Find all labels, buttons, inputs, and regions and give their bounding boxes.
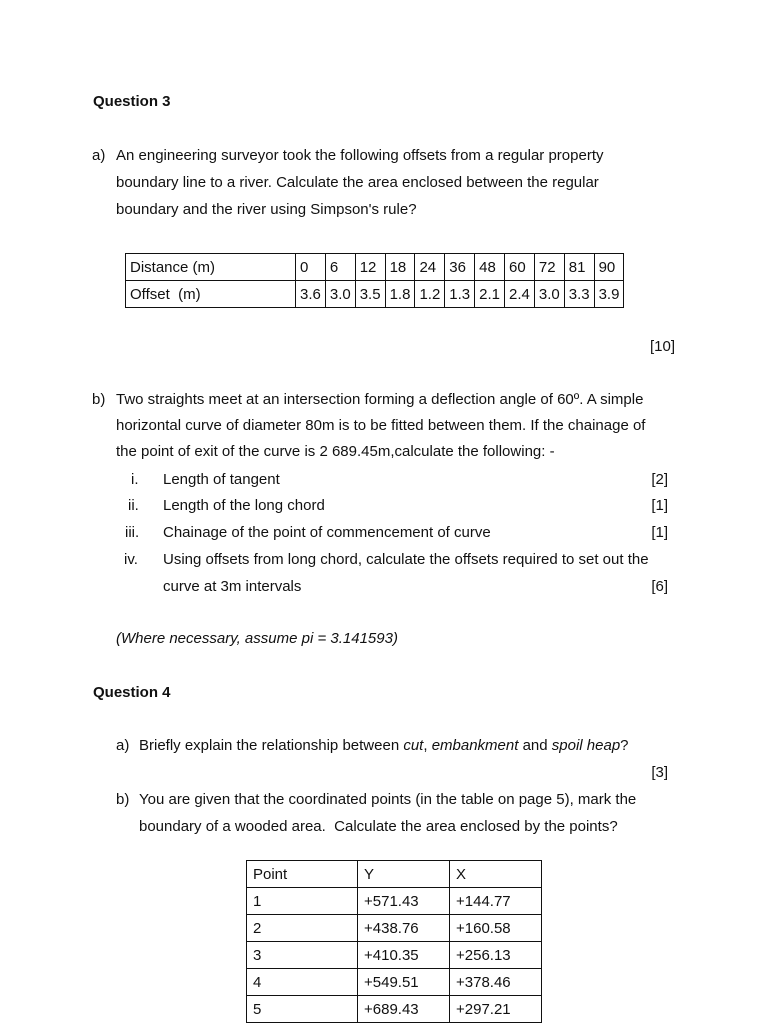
term-cut: cut — [403, 737, 424, 754]
distance-cell: 60 — [505, 254, 535, 281]
q4a-text-part: , — [423, 737, 432, 754]
point-cell: 1 — [247, 888, 358, 915]
x-cell: +378.46 — [450, 969, 542, 996]
offset-cell: 2.4 — [505, 281, 535, 308]
coordinates-table — [246, 860, 542, 1023]
distance-cell: 90 — [594, 254, 624, 281]
table-row — [247, 942, 542, 969]
term-spoil-heap: spoil heap — [551, 737, 621, 754]
distance-cell: 81 — [564, 254, 594, 281]
q4a-text — [139, 737, 629, 754]
header-x: X — [450, 861, 542, 888]
distance-cell: 6 — [325, 254, 355, 281]
offset-cell: 2.1 — [475, 281, 505, 308]
x-cell: +297.21 — [450, 996, 542, 1023]
question-3-title: Question 3 — [93, 93, 171, 110]
item-iii-number: iii. — [125, 524, 140, 541]
table-row — [247, 969, 542, 996]
item-iv-marks: [6] — [651, 578, 668, 595]
q3a-line-3: boundary and the river using Simpson's rule? — [116, 201, 417, 218]
item-ii-text: Length of the long chord — [163, 497, 325, 514]
q3a-marks: [10] — [649, 338, 675, 355]
distance-cell: 18 — [385, 254, 415, 281]
x-cell: +144.77 — [450, 888, 542, 915]
point-cell: 2 — [247, 915, 358, 942]
question-4-title: Question 4 — [93, 684, 171, 701]
q4b-label: b) — [116, 791, 130, 808]
y-cell: +438.76 — [358, 915, 450, 942]
distance-cell: 36 — [445, 254, 475, 281]
item-ii-number: ii. — [128, 497, 139, 514]
item-iii-marks: [1] — [651, 524, 668, 541]
distance-cell: 48 — [475, 254, 505, 281]
offset-cell: 1.8 — [385, 281, 415, 308]
q3b-line-3: the point of exit of the curve is 2 689.45m,calculate the following: - — [116, 443, 555, 460]
table-row — [247, 915, 542, 942]
distance-cell: 72 — [534, 254, 564, 281]
q3b-label: b) — [92, 391, 106, 408]
header-point: Point — [247, 861, 358, 888]
item-ii-marks: [1] — [651, 497, 668, 514]
q3b-line-2: horizontal curve of diameter 80m is to be fitted between them. If the chainage of — [116, 417, 646, 434]
offset-cell: 3.3 — [564, 281, 594, 308]
point-cell: 4 — [247, 969, 358, 996]
q3a-label: a) — [92, 147, 106, 164]
y-cell: +689.43 — [358, 996, 450, 1023]
pi-note: (Where necessary, assume pi = 3.141593) — [116, 630, 398, 647]
point-cell: 3 — [247, 942, 358, 969]
offset-cell: 3.0 — [325, 281, 355, 308]
q4a-marks: [3] — [651, 764, 668, 781]
item-i-text: Length of tangent — [163, 471, 280, 488]
offsets-table — [125, 253, 624, 308]
item-iv-text: Using offsets from long chord, calculate the offsets required to set out the — [163, 551, 649, 568]
table-row — [247, 996, 542, 1023]
term-embankment: embankment — [431, 737, 519, 754]
offset-cell: 3.5 — [355, 281, 385, 308]
offset-cell: 1.3 — [445, 281, 475, 308]
distance-label: Distance (m) — [126, 254, 296, 281]
header-y: Y — [358, 861, 450, 888]
q4a-label: a) — [116, 737, 130, 754]
y-cell: +549.51 — [358, 969, 450, 996]
q4b-line-2: boundary of a wooded area. Calculate the area enclosed by the points? — [139, 818, 618, 835]
q4b-line-1: You are given that the coordinated points (in the table on page 5), mark the — [139, 791, 637, 808]
distance-cell: 12 — [355, 254, 385, 281]
x-cell: +160.58 — [450, 915, 542, 942]
offset-cell: 3.9 — [594, 281, 624, 308]
table-header-row — [247, 861, 542, 888]
item-iv-number: iv. — [124, 551, 138, 568]
point-cell: 5 — [247, 996, 358, 1023]
y-cell: +571.43 — [358, 888, 450, 915]
offset-cell: 1.2 — [415, 281, 445, 308]
item-iii-text: Chainage of the point of commencement of curve — [163, 524, 491, 541]
offset-label: Offset (m) — [126, 281, 296, 308]
q3a-line-1: An engineering surveyor took the following offsets from a regular property — [116, 147, 604, 164]
item-i-number: i. — [131, 471, 139, 488]
item-iv-text-line-2: curve at 3m intervals — [163, 578, 302, 595]
item-i-marks: [2] — [651, 471, 668, 488]
offset-cell: 3.0 — [534, 281, 564, 308]
q3b-line-1: Two straights meet at an intersection forming a deflection angle of 60º. A simple — [116, 391, 644, 408]
offset-cell: 3.6 — [296, 281, 326, 308]
table-row — [247, 888, 542, 915]
distance-row — [126, 254, 624, 281]
distance-cell: 24 — [415, 254, 445, 281]
q4a-text-part: ? — [620, 737, 629, 754]
distance-cell: 0 — [296, 254, 326, 281]
offset-row — [126, 281, 624, 308]
q3a-line-2: boundary line to a river. Calculate the area enclosed between the regular — [116, 174, 599, 191]
q4a-text-part: Briefly explain the relationship between — [139, 737, 404, 754]
y-cell: +410.35 — [358, 942, 450, 969]
q4a-text-part: and — [518, 737, 552, 754]
x-cell: +256.13 — [450, 942, 542, 969]
